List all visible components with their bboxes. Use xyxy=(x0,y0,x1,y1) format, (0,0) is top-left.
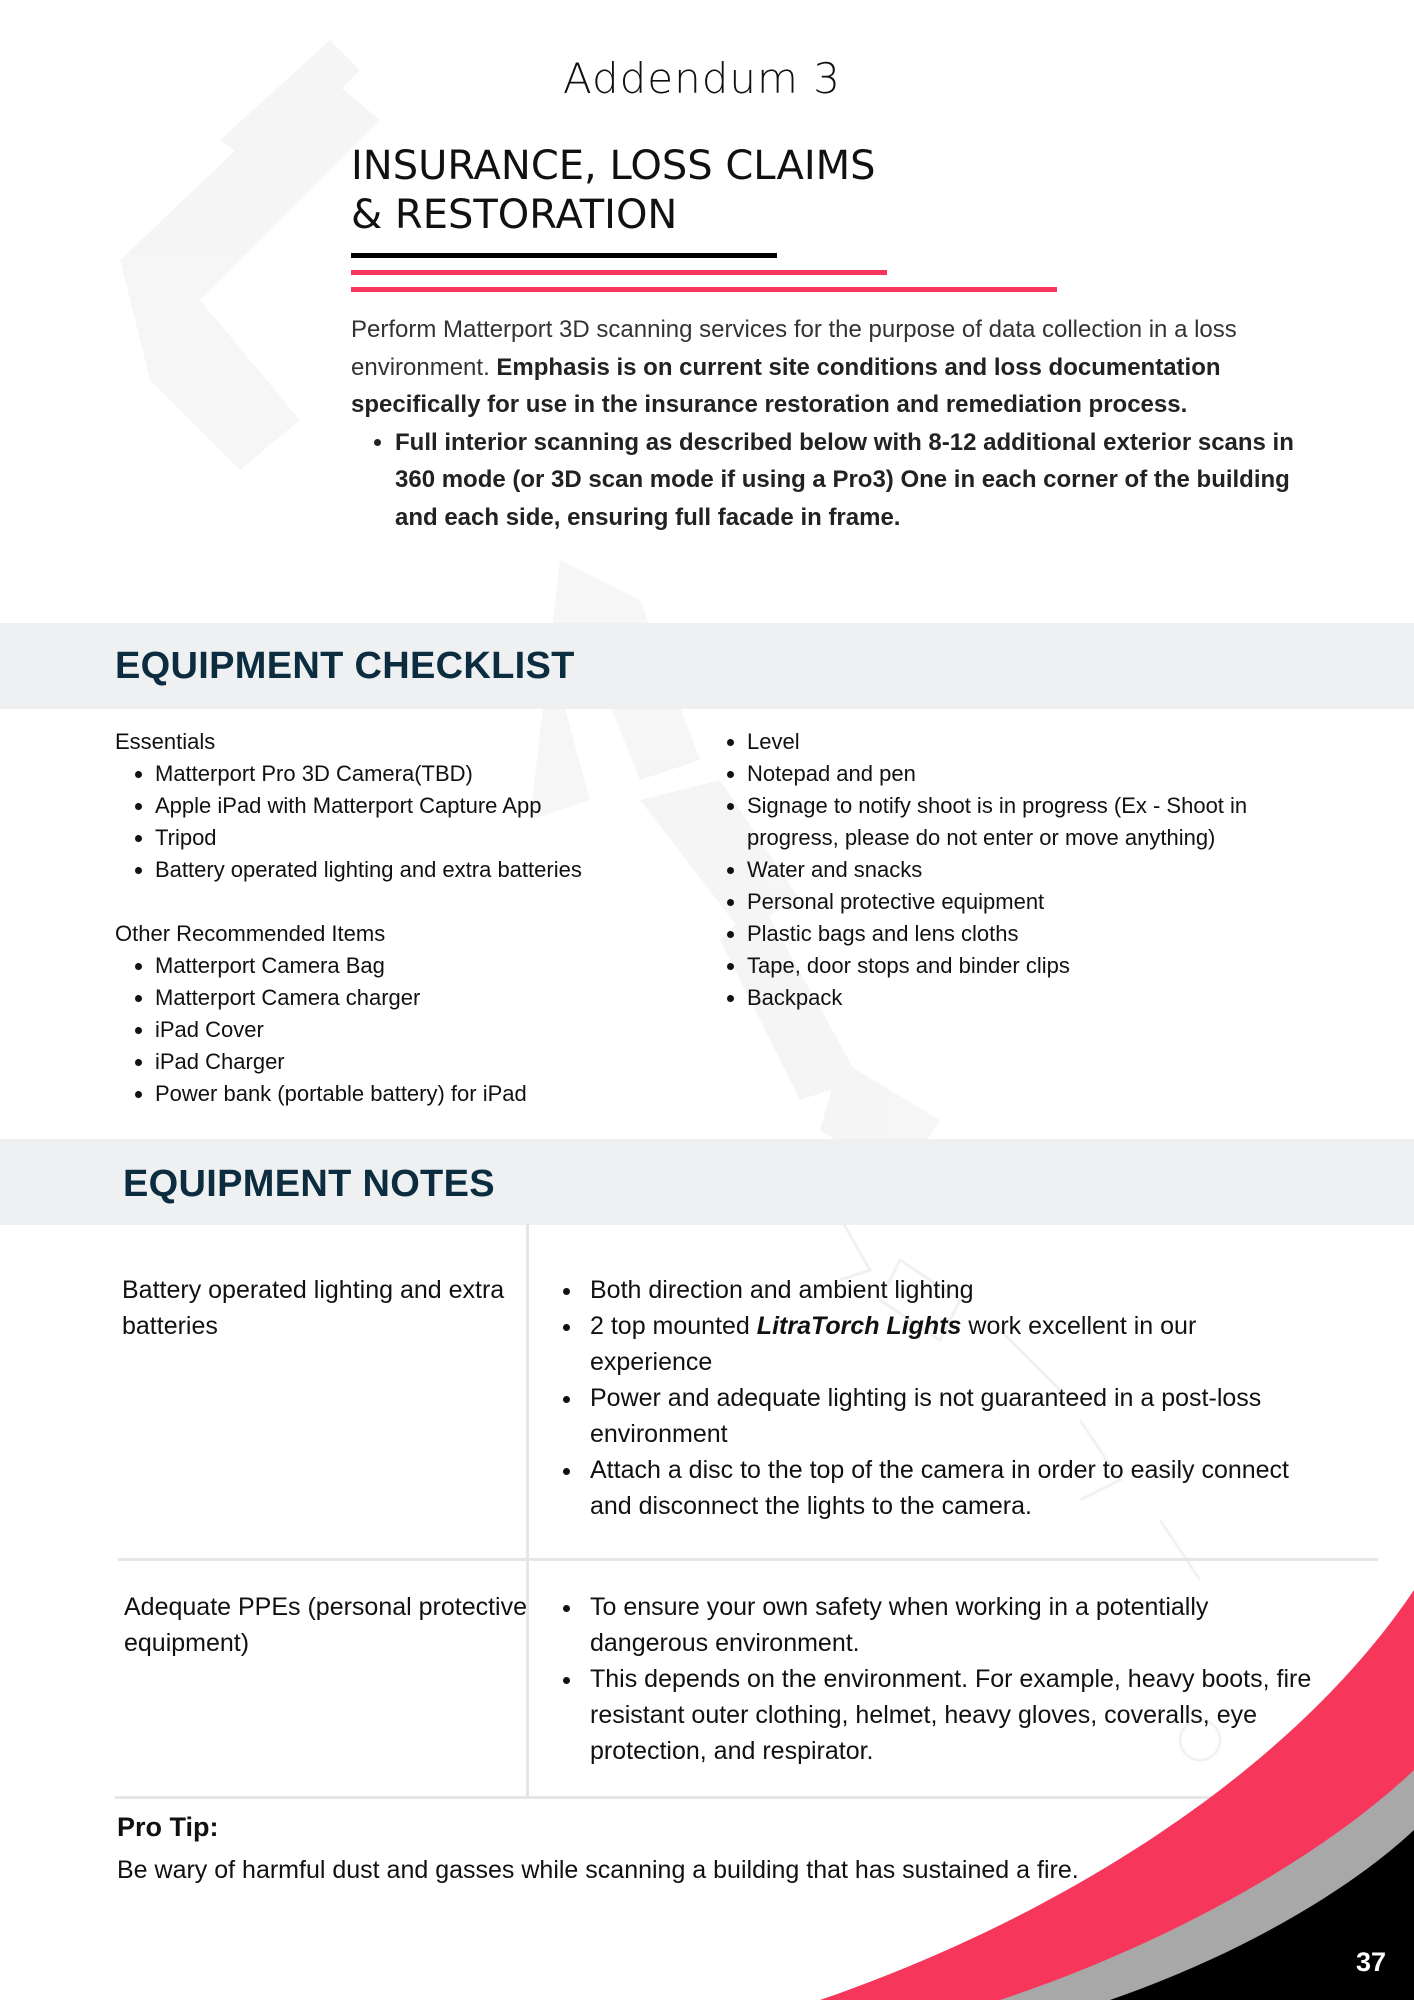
list-item: • Plastic bags and lens cloths xyxy=(747,918,1317,950)
page-number: 37 xyxy=(1355,1947,1386,1977)
essentials-label: Essentials xyxy=(115,729,216,754)
intro-text: Perform Matterport 3D scanning services for the purpose of data collection in a loss environment. xyxy=(351,316,1237,381)
list-item: • Matterport Pro 3D Camera(TBD) xyxy=(155,758,675,790)
list-item: • Matterport Camera charger xyxy=(155,982,675,1014)
list-item: • Power bank (portable battery) for iPad xyxy=(155,1078,675,1110)
list-item: • Water and snacks xyxy=(747,854,1317,886)
pro-tip-text: Be wary of harmful dust and gasses while scanning a building that has sustained a fire. xyxy=(117,1856,1079,1884)
list-item: • Both direction and ambient lighting xyxy=(584,1272,1316,1308)
list-item: • Attach a disc to the top of the camera in order to easily connect and disconnect the lights to the camera. xyxy=(584,1452,1316,1524)
list-item: • Apple iPad with Matterport Capture App xyxy=(155,790,675,822)
list-item: • Backpack xyxy=(747,982,1317,1014)
page-title-line-1: INSURANCE, LOSS CLAIMS xyxy=(351,143,876,189)
intro-emphasis: Emphasis is on current site conditions and loss documentation specifically for use in the insurance restoration and remediation process. xyxy=(351,353,1221,418)
intro-bullet: • Full interior scanning as described below with 8-12 additional exterior scans in 360 mode (or 3D scan mode if using a Pro3) One in each corner of the building and each side, ensuring full facade in frame. xyxy=(395,424,1311,537)
list-item: • Notepad and pen xyxy=(747,758,1317,790)
list-item: • 2 top mounted LitraTorch Lights work excellent in our experience xyxy=(584,1308,1316,1380)
list-item: • Level xyxy=(747,726,1317,758)
list-item: • Matterport Camera Bag xyxy=(155,950,675,982)
addendum-label: Addendum 3 xyxy=(562,54,842,103)
list-item: • Signage to notify shoot is in progress (Ex - Shoot in progress, please do not enter or move anything) xyxy=(747,790,1317,854)
product-name: LitraTorch Lights xyxy=(756,1312,962,1340)
table-row-2-item: Adequate PPEs (personal protective equipment) xyxy=(124,1593,528,1657)
pro-tip-heading: Pro Tip: xyxy=(117,1812,219,1842)
list-item: • Personal protective equipment xyxy=(747,886,1317,918)
list-item: • iPad Charger xyxy=(155,1046,675,1078)
list-item: • Battery operated lighting and extra batteries xyxy=(155,854,675,886)
list-item: • iPad Cover xyxy=(155,1014,675,1046)
list-item: • To ensure your own safety when working in a potentially dangerous environment. xyxy=(584,1589,1316,1661)
table-row-1-item: Battery operated lighting and extra batteries xyxy=(122,1276,505,1340)
other-items-label: Other Recommended Items xyxy=(115,921,386,946)
page-title-line-2: & RESTORATION xyxy=(351,192,678,238)
list-item: • Tape, door stops and binder clips xyxy=(747,950,1317,982)
list-item: • Power and adequate lighting is not guaranteed in a post-loss environment xyxy=(584,1380,1316,1452)
list-item: • This depends on the environment. For example, heavy boots, fire resistant outer clothing, helmet, heavy gloves, coveralls, eye protection, and respirator. xyxy=(584,1661,1316,1769)
checklist-heading: EQUIPMENT CHECKLIST xyxy=(115,645,575,687)
list-item: • Tripod xyxy=(155,822,675,854)
notes-heading: EQUIPMENT NOTES xyxy=(123,1163,495,1205)
